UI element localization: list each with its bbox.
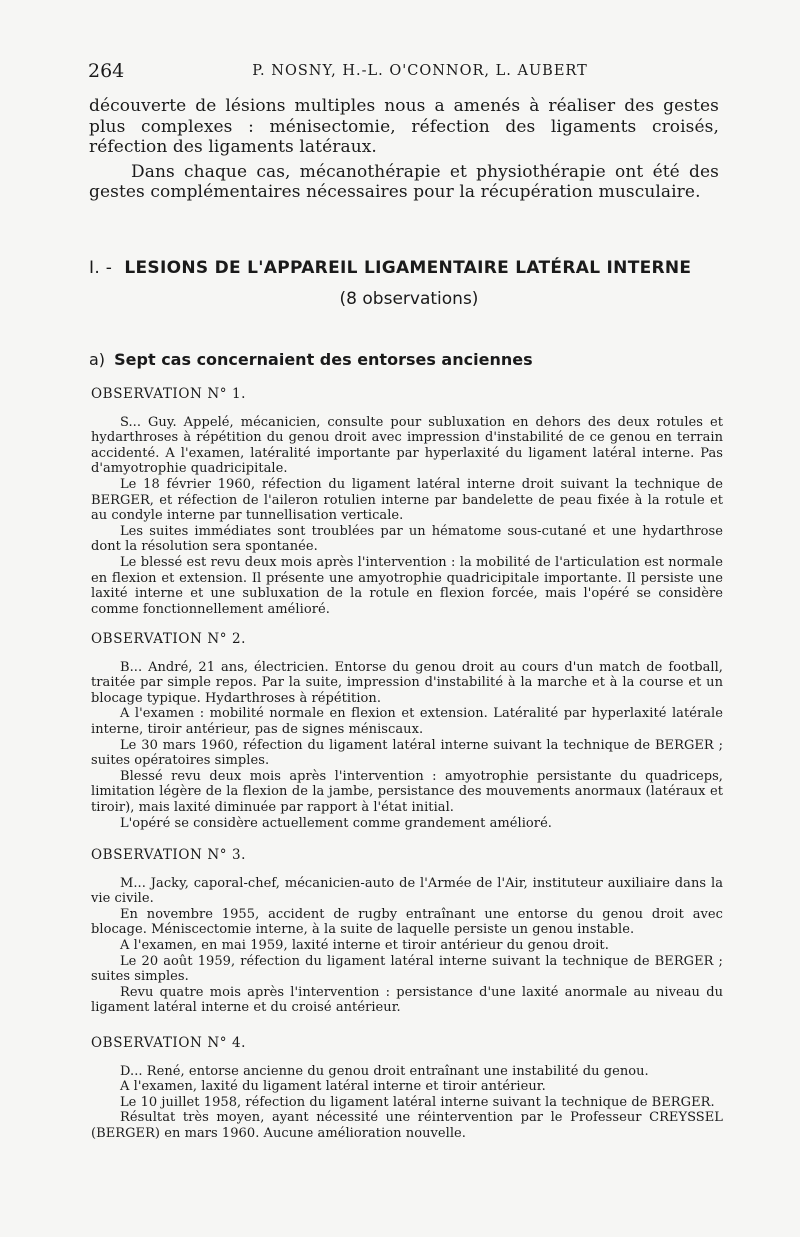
- page-number: 264: [88, 60, 125, 82]
- section-heading: [89, 258, 729, 278]
- observation-paragraph: Le 10 juillet 1958, réfection du ligament latéral interne suivant la technique de BERGER.: [120, 1094, 715, 1110]
- subsection-heading: [89, 350, 729, 369]
- observation-paragraph: L'opéré se considère actuellement comme grandement amélioré.: [120, 815, 552, 831]
- observation-title: OBSERVATION N° 3.: [91, 847, 247, 863]
- running-header-authors: P. NOSNY, H.-L. O'CONNOR, L. AUBERT: [252, 63, 588, 79]
- observation-title: OBSERVATION N° 4.: [91, 1035, 247, 1051]
- observation-paragraph: M... Jacky, caporal-chef, mécanicien-auto de l'Armée de l'Air, instituteur auxiliaire dans la vie civile.: [91, 875, 723, 907]
- observation-paragraph: S... Guy. Appelé, mécanicien, consulte pour subluxation en dehors des deux rotules et hydarthroses à répétition du genou droit avec impression d'instabilité de ce genou en terrain accidenté. A l'examen, latéralité importante par hyperlaxité du ligament latéral interne. Pas d'amyotrophie quadricipitale.: [91, 414, 723, 477]
- observation-paragraph: Les suites immédiates sont troublées par un hématome sous-cutané et une hydarthrose dont la résolution sera spontanée.: [91, 523, 723, 555]
- observation-title: OBSERVATION N° 1.: [91, 386, 247, 402]
- observation-paragraph: Résultat très moyen, ayant nécessité une réintervention par le Professeur CREYSSEL (BERGER) en mars 1960. Aucune amélioration nouvelle.: [91, 1110, 723, 1141]
- intro-paragraph: découverte de lésions multiples nous a amenés à réaliser des gestes plus complexes : ménisectomie, réfection des ligaments croisés, réfection des ligaments latéraux.: [89, 96, 719, 157]
- observation-2: [91, 632, 723, 831]
- subsection-label: a): [89, 350, 106, 369]
- observation-paragraph: Le 30 mars 1960, réfection du ligament latéral interne suivant la technique de BERGER ; suites opératoires simples.: [91, 737, 723, 769]
- section-number: I. -: [89, 258, 113, 278]
- observation-4: [91, 1036, 723, 1142]
- observation-paragraph: B... André, 21 ans, électricien. Entorse du genou droit au cours d'un match de football, traitée par simple repos. Par la suite, impression d'instabilité à la marche et à la course et un blocage typique. Hydarthroses à répétition.: [91, 659, 723, 706]
- observation-paragraph: A l'examen : mobilité normale en flexion et extension. Latéralité par hyperlaxité latérale interne, tiroir antérieur, pas de signes méniscaux.: [91, 706, 723, 737]
- observation-1: [91, 387, 723, 617]
- observation-paragraph: D... René, entorse ancienne du genou droit entraînant une instabilité du genou.: [120, 1063, 649, 1079]
- observation-title: OBSERVATION N° 2.: [91, 631, 247, 647]
- observation-paragraph: Le blessé est revu deux mois après l'intervention : la mobilité de l'articulation est normale en flexion et extension. Il présente une amyotrophie quadricipitale importante. Il persiste une laxité interne et une subluxation de la rotule en flexion forcée, mais l'opéré se considère comme fonctionnellement amélioré.: [91, 554, 723, 617]
- intro-paragraph: Dans chaque cas, mécanothérapie et physiothérapie ont été des gestes complémentaires nécessaires pour la récupération musculaire.: [89, 161, 719, 202]
- observation-paragraph: Revu quatre mois après l'intervention : persistance d'une laxité anormale au niveau du ligament latéral interne et du croisé antérieur.: [91, 984, 723, 1016]
- observation-3: [91, 848, 723, 1016]
- observation-paragraph: Le 20 août 1959, réfection du ligament latéral interne suivant la technique de BERGER ; suites simples.: [91, 953, 723, 985]
- subsection-title: Sept cas concernaient des entorses anciennes: [114, 350, 533, 369]
- section-subtitle: (8 observations): [339, 289, 479, 309]
- observation-paragraph: A l'examen, en mai 1959, laxité interne et tiroir antérieur du genou droit.: [120, 937, 609, 953]
- observation-paragraph: Le 18 février 1960, réfection du ligament latéral interne droit suivant la technique de BERGER, et réfection de l'aileron rotulien interne par bandelette de peau fixée à la rotule et au condyle interne par tunnellisation verticale.: [91, 476, 723, 524]
- intro-text: [89, 96, 719, 207]
- running-header: [88, 60, 722, 84]
- observation-paragraph: Blessé revu deux mois après l'intervention : amyotrophie persistante du quadriceps, limitation légère de la flexion de la jambe, persistance des mouvements anormaux (latéraux et tiroir), mais laxité diminuée par rapport à l'état initial.: [91, 768, 723, 815]
- section-title: LESIONS DE L'APPAREIL LIGAMENTAIRE LATÉRAL INTERNE: [124, 258, 692, 278]
- observation-paragraph: A l'examen, laxité du ligament latéral interne et tiroir antérieur.: [120, 1079, 546, 1095]
- observation-paragraph: En novembre 1955, accident de rugby entraînant une entorse du genou droit avec blocage. Méniscectomie interne, à la suite de laquelle persiste un genou instable.: [91, 906, 723, 938]
